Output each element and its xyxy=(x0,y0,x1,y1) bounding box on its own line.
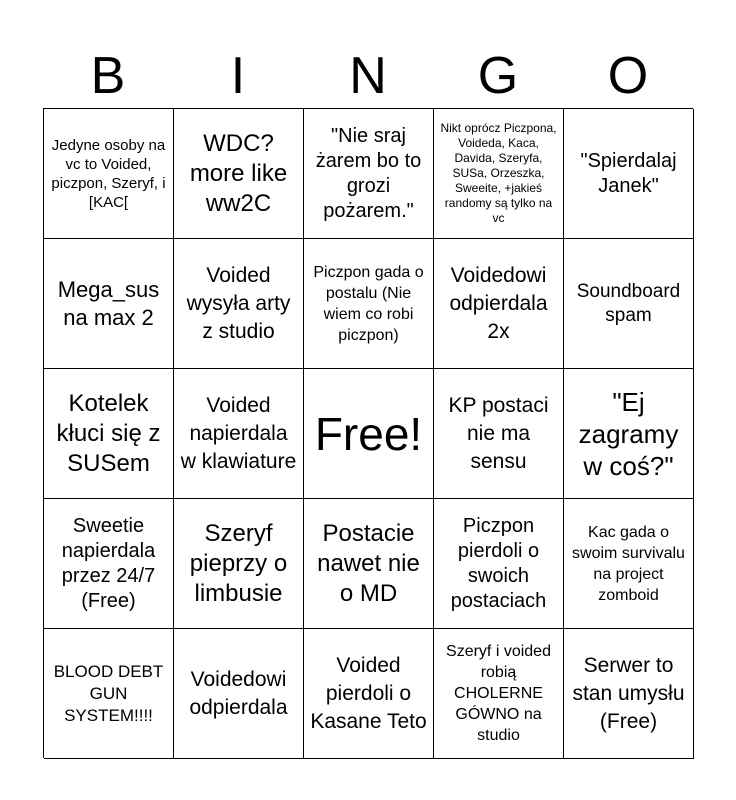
bingo-cell[interactable] xyxy=(174,369,304,499)
bingo-cell[interactable] xyxy=(434,369,564,499)
bingo-cell[interactable] xyxy=(44,369,174,499)
cell-text: BLOOD DEBT GUN SYSTEM!!!! xyxy=(53,661,164,725)
cell-text: Soundboard spam xyxy=(576,280,681,326)
bingo-cell[interactable] xyxy=(174,499,304,629)
cell-text: Voided wysyła arty z studio xyxy=(186,263,291,343)
bingo-cell[interactable] xyxy=(304,239,434,369)
header-letter-i: I xyxy=(230,47,246,105)
cell-text: Mega_sus na max 2 xyxy=(57,276,160,330)
cell-text: Nikt oprócz Piczpona, Voideda, Kaca, Davida, Szeryfa, SUSa, Orzeszka, Sweeite, +jakieś randomy są tylko na vc xyxy=(440,121,557,225)
cell-text: Szeryf pieprzy o limbusie xyxy=(189,519,288,607)
bingo-grid xyxy=(43,108,693,758)
cell-text: "Spierdalaj Janek" xyxy=(580,149,677,197)
cell-text: Piczpon pierdoli o swoich postaciach xyxy=(450,514,547,612)
bingo-cell[interactable] xyxy=(44,239,174,369)
header-letter-o: O xyxy=(607,47,649,105)
bingo-cell[interactable] xyxy=(304,499,434,629)
cell-text: Voided pierdoli o Kasane Teto xyxy=(310,653,427,733)
bingo-cell[interactable] xyxy=(304,109,434,239)
cell-text: Voided napierdala w klawiature xyxy=(180,393,297,473)
bingo-cell[interactable] xyxy=(44,629,174,759)
header-letter-g: G xyxy=(477,47,519,105)
cell-text: Szeryf i voided robią CHOLERNE GÓWNO na studio xyxy=(446,643,551,744)
bingo-cell[interactable] xyxy=(304,629,434,759)
cell-text: Postacie nawet nie o MD xyxy=(317,519,420,607)
bingo-cell[interactable] xyxy=(434,499,564,629)
cell-text: Jedyne osoby na vc to Voided, piczpon, Szeryf, i [KAC[ xyxy=(51,136,166,211)
bingo-cell[interactable] xyxy=(174,239,304,369)
bingo-cell[interactable] xyxy=(434,239,564,369)
bingo-cell[interactable] xyxy=(564,109,694,239)
bingo-cell[interactable] xyxy=(44,499,174,629)
cell-text: Piczpon gada o postalu (Nie wiem co robi piczpon) xyxy=(313,263,424,344)
bingo-cell[interactable] xyxy=(564,499,694,629)
cell-text: Sweetie napierdala przez 24/7 (Free) xyxy=(61,514,156,612)
cell-text: "Ej zagramy w coś?" xyxy=(578,386,679,481)
bingo-cell[interactable] xyxy=(564,369,694,499)
header-letter-b: B xyxy=(90,47,126,105)
cell-text: Serwer to stan umysłu (Free) xyxy=(572,653,685,733)
header-letter-n: N xyxy=(349,47,387,105)
cell-text: Voidedowi odpierdala xyxy=(189,667,288,719)
cell-text: Kotelek kłuci się z SUSem xyxy=(56,389,161,477)
cell-text: Voidedowi odpierdala 2x xyxy=(449,263,548,343)
free-space-cell[interactable] xyxy=(304,369,434,499)
free-space-text: Free! xyxy=(314,407,423,460)
cell-text: Kac gada o swoim survivalu na project zomboid xyxy=(572,523,685,604)
cell-text: KP postaci nie ma sensu xyxy=(448,393,549,473)
bingo-cell[interactable] xyxy=(174,629,304,759)
cell-text: WDC? more like ww2C xyxy=(189,129,288,217)
bingo-cell[interactable] xyxy=(564,239,694,369)
bingo-cell[interactable] xyxy=(174,109,304,239)
bingo-cell[interactable] xyxy=(434,629,564,759)
bingo-cell[interactable] xyxy=(564,629,694,759)
cell-text: "Nie sraj żarem bo to grozi pożarem." xyxy=(315,124,422,222)
bingo-cell[interactable] xyxy=(44,109,174,239)
bingo-cell[interactable] xyxy=(434,109,564,239)
bingo-header xyxy=(43,44,693,108)
